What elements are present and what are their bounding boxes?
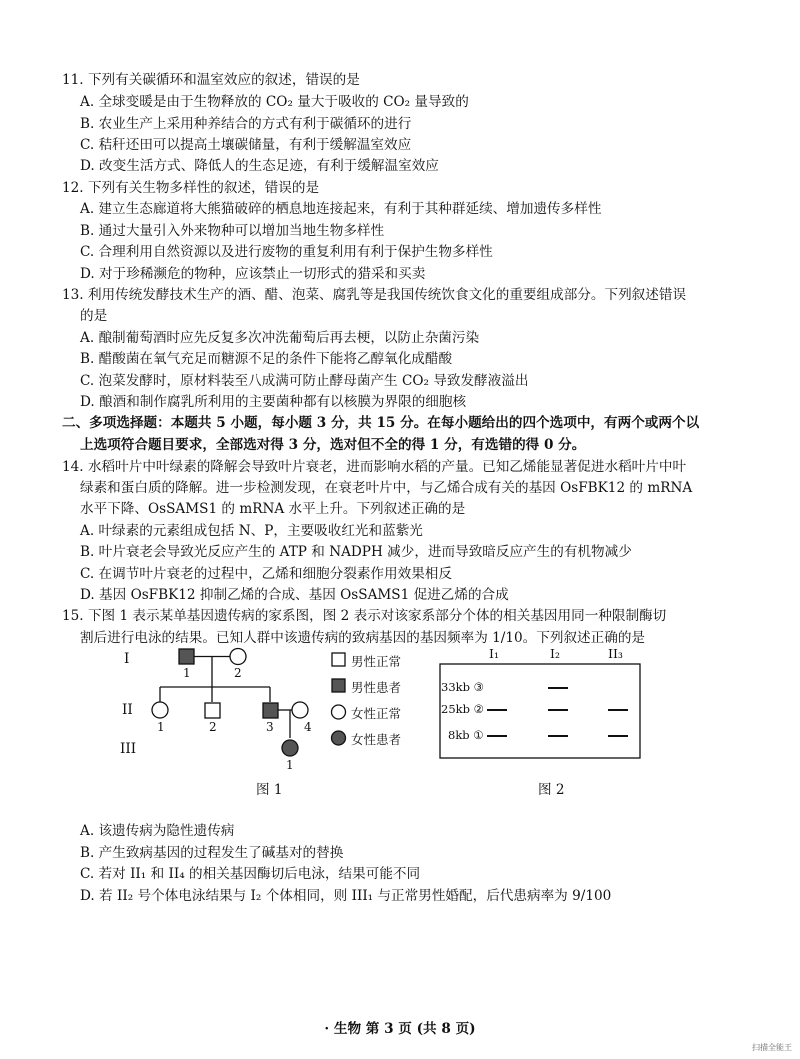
III1-affected-female <box>282 740 298 756</box>
text-line: D. 对于珍稀濒危的物种，应该禁止一切形式的猎采和买卖 <box>80 266 426 282</box>
text-line: D. 若 II₂ 号个体电泳结果与 I₂ 个体相同，则 III₁ 与正常男性婚配，后代患病率为 9/100 <box>80 888 612 904</box>
text-line: 水平下降、OsSAMS1 的 mRNA 水平上升。下列叙述正确的是 <box>80 501 466 517</box>
text-line: A. 该遗传病为隐性遗传病 <box>80 823 235 839</box>
text-line: 14. 水稻叶片中叶绿素的降解会导致叶片衰老，进而影响水稻的产量。已知乙烯能显著促进水稻叶片中叶 <box>62 459 687 475</box>
legend-female-affected <box>332 731 346 745</box>
legend-text-female-normal: 女性正常 <box>351 706 402 721</box>
text-line: B. 醋酸菌在氧气充足而糖源不足的条件下能将乙醇氧化成醋酸 <box>80 351 453 367</box>
text-line: 二、多项选择题：本题共 5 小题，每小题 3 分，共 15 分。在每小题给出的四个选项中，有两个或两个以 <box>62 415 700 431</box>
legend-male-normal <box>332 653 345 666</box>
gel-col-I1: I₁ <box>489 646 499 661</box>
text-line: A. 建立生态廊道将大熊猫破碎的栖息地连接起来，有利于其种群延续、增加遗传多样性 <box>80 201 602 217</box>
gel-row-25kb: 25kb ② <box>441 702 484 716</box>
text-line: C. 秸秆还田可以提高土壤碳储量，有利于缓解温室效应 <box>80 137 412 153</box>
II1-normal-female <box>152 702 168 718</box>
text-line: 11. 下列有关碳循环和温室效应的叙述，错误的是 <box>62 72 360 88</box>
text-line: 12. 下列有关生物多样性的叙述，错误的是 <box>62 180 320 196</box>
text-line: C. 合理利用自然资源以及进行废物的重复利用有利于保护生物多样性 <box>80 244 493 260</box>
text-line: D. 基因 OsFBK12 抑制乙烯的合成、基因 OsSAMS1 促进乙烯的合成 <box>80 587 509 603</box>
text-line: 的是 <box>80 308 108 324</box>
text-line: A. 酿制葡萄酒时应先反复多次冲洗葡萄后再去梗，以防止杂菌污染 <box>80 330 480 346</box>
legend-text-male-normal: 男性正常 <box>351 654 402 669</box>
text-line: A. 叶绿素的元素组成包括 N、P，主要吸收红光和蓝紫光 <box>80 523 423 539</box>
figures <box>0 640 800 800</box>
gel-row-33kb: 33kb ③ <box>441 680 484 694</box>
gen-label-I: I <box>124 651 130 667</box>
text-line: 割后进行电泳的结果。已知人群中该遗传病的致病基因的基因频率为 1/10。下列叙述正确的是 <box>80 630 646 646</box>
gen-label-III: III <box>120 741 137 757</box>
text-line: C. 在调节叶片衰老的过程中，乙烯和细胞分裂素作用效果相反 <box>80 566 452 582</box>
label-III1: 1 <box>286 758 294 772</box>
text-line: 绿素和蛋白质的降解。进一步检测发现，在衰老叶片中，与乙烯合成有关的基因 OsFBK12 的 mRNA <box>80 480 693 496</box>
label-I2: 2 <box>234 666 242 680</box>
legend-male-affected <box>332 679 345 692</box>
legend-female-normal <box>332 705 346 719</box>
I2-normal-female <box>230 649 246 665</box>
label-II4: 4 <box>304 720 312 734</box>
label-II3: 3 <box>266 720 274 734</box>
text-line: D. 酿酒和制作腐乳所利用的主要菌种都有以核膜为界限的细胞核 <box>80 394 467 410</box>
text-line: A. 全球变暖是由于生物释放的 CO₂ 量大于吸收的 CO₂ 量导致的 <box>80 94 469 110</box>
gel-col-II3: II₃ <box>608 646 623 661</box>
label-II1: 1 <box>157 720 165 734</box>
figure2-caption: 图 2 <box>538 782 565 798</box>
page-footer: · 生物 第 3 页 (共 8 页) <box>324 1021 476 1037</box>
text-line: C. 泡菜发酵时，原材料装至八成满可防止酵母菌产生 CO₂ 导致发酵液溢出 <box>80 373 529 389</box>
text-line: C. 若对 II₁ 和 II₄ 的相关基因酶切后电泳，结果可能不同 <box>80 866 421 882</box>
II4-normal-female <box>292 702 308 718</box>
text-line: B. 产生致病基因的过程发生了碱基对的替换 <box>80 845 344 861</box>
scanner-watermark: 扫描全能王 <box>752 1043 792 1052</box>
text-line: 15. 下图 1 表示某单基因遗传病的家系图，图 2 表示对该家系部分个体的相关基因用同一种限制酶切 <box>62 608 667 624</box>
text-line: B. 叶片衰老会导致光反应产生的 ATP 和 NADPH 减少，进而导致暗反应产生的有机物减少 <box>80 544 632 560</box>
label-I1: 1 <box>183 666 191 680</box>
II3-affected-male <box>263 703 278 718</box>
gen-label-II: II <box>122 702 133 718</box>
figure1-caption: 图 1 <box>256 782 283 798</box>
I1-affected-male <box>179 649 194 664</box>
text-line: B. 通过大量引入外来物种可以增加当地生物多样性 <box>80 223 385 239</box>
gel-row-8kb: 8kb ① <box>448 728 484 742</box>
text-line: B. 农业生产上采用种养结合的方式有利于碳循环的进行 <box>80 116 412 132</box>
gel-col-I2: I₂ <box>550 646 560 661</box>
legend-text-male-affected: 男性患者 <box>351 680 402 695</box>
text-line: D. 改变生活方式、降低人的生态足迹，有利于缓解温室效应 <box>80 158 439 174</box>
text-line: 上选项符合题目要求，全部选对得 3 分，选对但不全的得 1 分，有选错的得 0 分。 <box>80 437 586 453</box>
II2-normal-male <box>205 703 220 718</box>
label-II2: 2 <box>209 720 217 734</box>
text-line: 13. 利用传统发酵技术生产的酒、醋、泡菜、腐乳等是我国传统饮食文化的重要组成部分。下列叙述错误 <box>62 287 687 303</box>
legend-text-female-affected: 女性患者 <box>351 732 402 747</box>
